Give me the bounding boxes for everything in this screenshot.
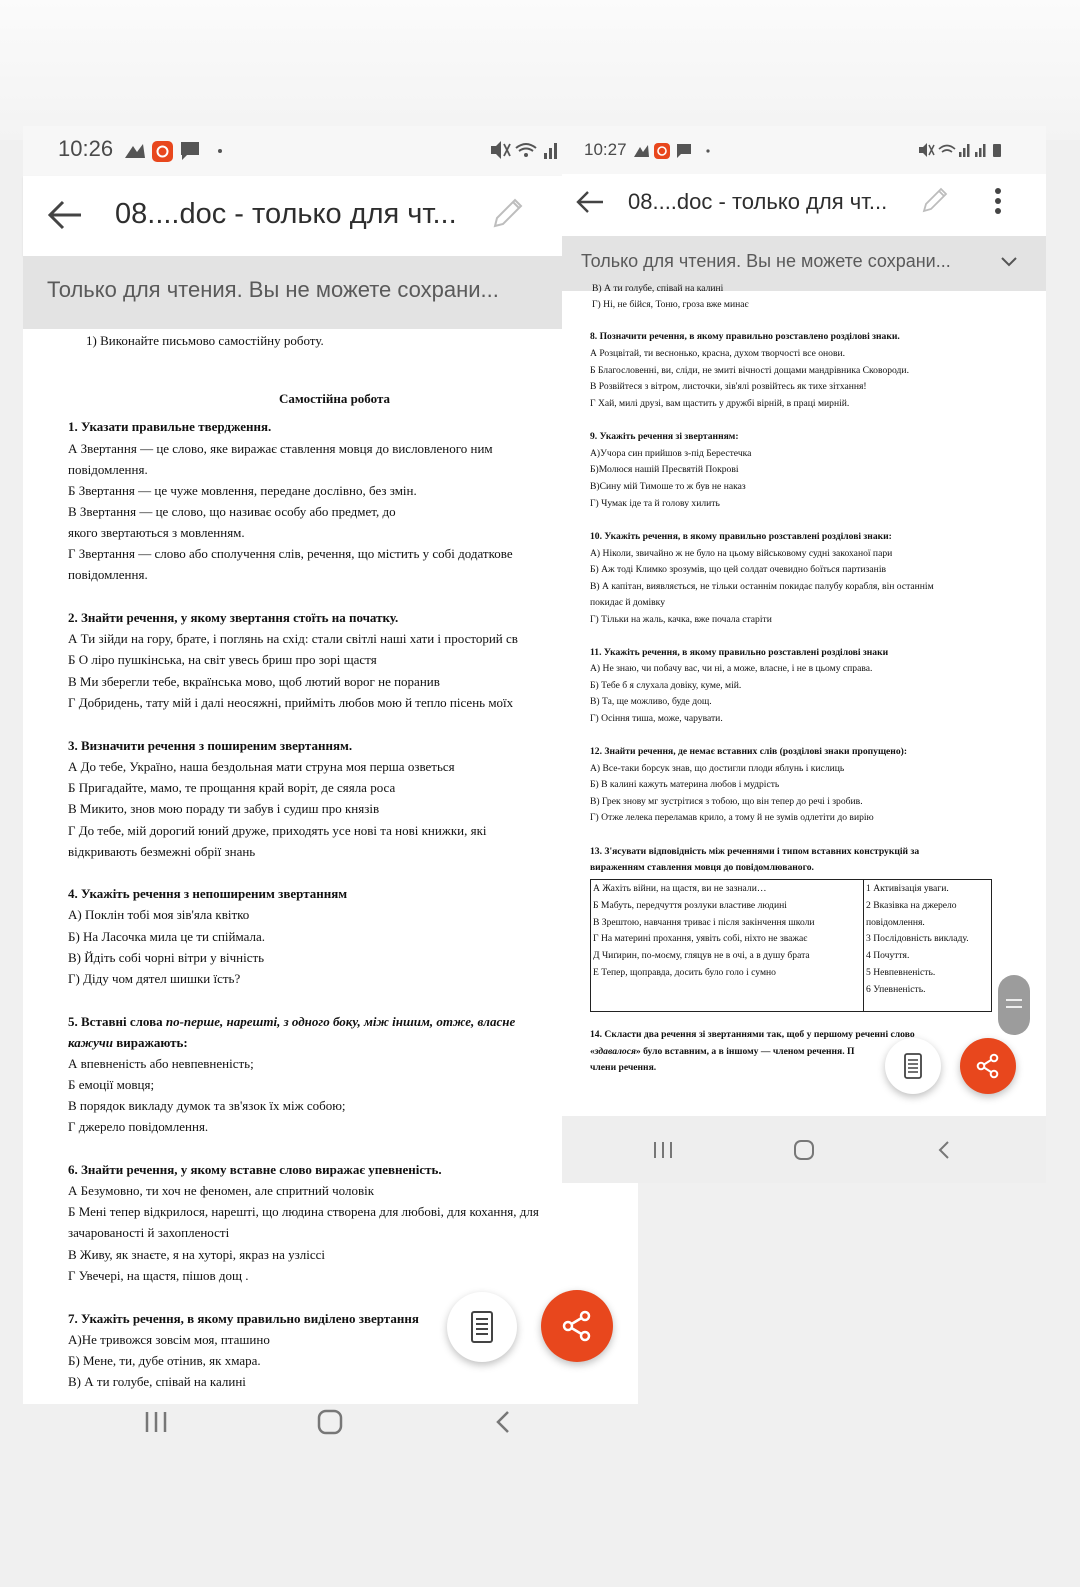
scroll-handle-grip xyxy=(1006,999,1022,1001)
edit-pencil-icon[interactable] xyxy=(919,186,949,216)
question-6-option: Б Мені тепер відкрилося, нарешті, що людина створена для любові, для кохання, для xyxy=(68,1204,539,1219)
question-2-option: А Ти зійди на гору, брате, і поглянь на схід: стали світлі наші хати і просторий св xyxy=(68,631,518,646)
question-11-option: Г) Осіння тиша, може, чарувати. xyxy=(590,713,723,724)
question-5-option: В порядок викладу думок та зв'язок їх між собою; xyxy=(68,1098,346,1113)
question-13-title-cont: вираженням ставлення мовця до повідомлюваного. xyxy=(590,862,814,873)
doc-line: Г) Ні, не бійся, Тоню, гроза вже минає xyxy=(592,299,749,310)
question-3-option: А До тебе, Україно, наша бездольная мати струна моя перша озветься xyxy=(68,759,455,774)
question-10-option: А) Ніколи, звичайно ж не було на цьому військовому судні закоханої пари xyxy=(590,548,893,559)
right-share-button[interactable] xyxy=(960,1038,1016,1094)
question-7-option: В) А ти голубе, співай на калині xyxy=(68,1374,246,1389)
question-9-option: В)Сину мій Тимоше то ж був не наказ xyxy=(590,481,746,492)
nav-recent-icon[interactable] xyxy=(651,1138,675,1162)
question-4-option: В) Йдіть собі чорні вітри у вічність xyxy=(68,950,265,965)
left-document-page xyxy=(23,329,638,1404)
question-5-title-italic2: кажучи xyxy=(68,1035,113,1050)
question-6-option: Г Увечері, на щастя, пішов дощ . xyxy=(68,1268,249,1283)
question-3-option: відкривають безмежні обрії знань xyxy=(68,844,256,859)
question-14-title: 14. Скласти два речення зі звертаннями так, щоб у першому реченні слово xyxy=(590,1029,915,1040)
left-navigation-bar xyxy=(70,1400,590,1444)
question-8-option: А Розцвітай, ти веснонько, красна, духом творчості все онови. xyxy=(590,348,846,359)
back-arrow-icon[interactable] xyxy=(574,188,606,216)
question-9-title: 9. Укажіть речення зі звертанням: xyxy=(590,431,739,442)
more-vert-icon[interactable] xyxy=(992,186,1004,216)
question-4-option: А) Поклін тобі моя зів'яла квітко xyxy=(68,907,250,922)
right-document-title: 08....doc - только для чт... xyxy=(628,189,888,214)
question-12-option: Г) Отже лелека переламав крило, а тому й не зумів одлетіти до вирію xyxy=(590,812,874,823)
question-11-option: А) Не знаю, чи побачу вас, чи ні, а може, власне, і не в цьому справа. xyxy=(590,663,873,674)
nav-home-icon[interactable] xyxy=(315,1407,345,1437)
question-3-option: Б Пригадайте, мамо, те прощання край воріт, де сяяла роса xyxy=(68,780,396,795)
question-4-title: 4. Укажіть речення з непоширеним звертанням xyxy=(68,886,348,901)
question-7-title: 7. Укажіть речення, в якому правильно виділено звертання xyxy=(68,1311,419,1326)
nav-home-icon[interactable] xyxy=(792,1138,816,1162)
question-8-option: Г Хай, милі друзі, вам щастить у дружбі вірній, в праці мирній. xyxy=(590,398,850,409)
question-1-option: Б Звертання — це чуже мовлення, передане дослівно, без змін. xyxy=(68,483,417,498)
question-10-option: Б) Аж тоді Климко зрозумів, що цей солдат очевидно боїться партизанів xyxy=(590,564,887,575)
right-banner-text: Только для чтения. Вы не можете сохрани... xyxy=(581,251,951,271)
edit-pencil-icon[interactable] xyxy=(489,196,525,232)
screen-top-background xyxy=(0,0,1080,140)
matching-sentence: Г На материні прохання, уявіть собі, ніхто не зважає xyxy=(593,933,808,945)
question-12-option: А) Все-таки борсук знав, що достигли плоди яблунь і кислиць xyxy=(590,763,845,774)
question-1-option: Г Звертання — слово або сполучення слів, речення, що містить у собі додаткове xyxy=(68,546,513,561)
matching-type: 5 Невпевненість. xyxy=(866,966,936,978)
matching-sentence: Е Тепер, щоправда, досить було голо і сумно xyxy=(593,966,776,978)
left-status-app-icons xyxy=(123,138,233,164)
question-2-title: 2. Знайти речення, у якому звертання стоїть на початку. xyxy=(68,610,399,625)
right-screenshot xyxy=(562,126,1046,1183)
question-6-option: В Живу, як знаєте, я на хуторі, якраз на узліссі xyxy=(68,1247,326,1262)
nav-back-icon[interactable] xyxy=(933,1138,957,1162)
question-4-option: Г) Діду чом дятел шишки їсть? xyxy=(68,971,241,986)
matching-sentence: А Жахіть війни, на щастя, ви не зазнали… xyxy=(593,883,767,894)
left-read-only-banner[interactable] xyxy=(23,256,638,329)
doc-cut-line: В) А ти голубе, співай на калині xyxy=(592,283,724,294)
q14-italic-word: здавалося xyxy=(594,1046,636,1057)
question-6-option: зачарованості й захопленості xyxy=(68,1225,230,1240)
question-10-option: Г) Тільки на жаль, качка, вже почала старіти xyxy=(590,614,772,625)
matching-sentence: Д Чиґирин, по-моєму, гляцув не в очі, а в душу брата xyxy=(593,950,810,962)
question-12-option: Б) В калині кажуть материна любов і мудрість xyxy=(590,779,780,790)
share-icon xyxy=(560,1309,594,1343)
question-13-title: 13. З'ясувати відповідність між реченнями і типом вставних конструкцій за xyxy=(590,846,920,857)
q14-text: » було вставним, а в іншому — членом речення. П xyxy=(635,1046,855,1057)
question-1-option: повідомлення. xyxy=(68,462,148,477)
question-9-option: Г) Чумак іде та й голову хилить xyxy=(590,498,720,509)
question-5-option: Б емоції мовця; xyxy=(68,1077,155,1092)
question-5-title-part: 5. Вставні слова xyxy=(68,1014,166,1029)
question-10-option: покидає й домівку xyxy=(590,597,665,608)
matching-type: 4 Почуття. xyxy=(866,950,910,962)
question-1-option: А Звертання — це слово, яке виражає ставлення мовця до висловленого ним xyxy=(68,441,493,456)
left-screenshot xyxy=(23,126,638,1404)
question-5-title-italic: по-перше, нарешті, з одного боку, між іншим, отже, власне xyxy=(165,1014,516,1029)
question-2-option: Б О ліро пушкінська, на світ увесь бриш про зорі щастя xyxy=(68,652,377,667)
question-9-option: А)Учора син прийшов з-під Берестечка xyxy=(590,448,752,459)
right-status-app-icons xyxy=(632,141,717,161)
question-2-option: В Ми зберегли тебе, вкраїнська мово, щоб лютий ворог не поранив xyxy=(68,674,440,689)
matching-type: 1 Активізація уваги. xyxy=(866,883,949,894)
question-11-option: В) Та, ще можливо, буде дощ. xyxy=(590,696,712,707)
question-13-matching-table xyxy=(590,879,992,1012)
question-8-title: 8. Позначити речення, в якому правильно розставлено розділові знаки. xyxy=(590,331,900,342)
right-document-page xyxy=(562,283,1046,1116)
question-11-title: 11. Укажіть речення, в якому правильно розставлені розділові знаки xyxy=(590,647,889,658)
left-share-button[interactable] xyxy=(541,1290,613,1362)
question-9-option: Б)Молюся нашій Пресвятій Покрові xyxy=(590,464,739,475)
back-arrow-icon[interactable] xyxy=(45,198,85,232)
left-banner-text: Только для чтения. Вы не можете сохрани... xyxy=(47,277,499,302)
question-10-option: В) А капітан, виявляється, не тільки останнім покидає палубу корабля, він останнім xyxy=(590,581,934,592)
right-navigation-bar xyxy=(562,1116,1046,1183)
matching-type: 6 Упевненість. xyxy=(866,983,926,995)
question-1-option: якого звертаються з мовленням. xyxy=(68,525,245,540)
question-1-option: В Звертання — це слово, що називає особу або предмет, до xyxy=(68,504,396,519)
nav-back-icon[interactable] xyxy=(490,1408,518,1436)
right-reader-mode-button[interactable] xyxy=(885,1038,941,1094)
matching-right-column xyxy=(864,880,992,1012)
question-10-title: 10. Укажіть речення, в якому правильно розставлені розділові знаки: xyxy=(590,531,892,542)
share-icon xyxy=(974,1052,1002,1080)
question-8-option: В Розвійтеся з вітром, листочки, зів'ялі розвійтесь як тихе зітхання! xyxy=(590,381,867,392)
matching-type: повідомлення. xyxy=(866,916,925,928)
matching-left-column xyxy=(591,880,864,1012)
question-7-option: Б) Мене, ти, дубе отінив, як хмара. xyxy=(68,1353,261,1368)
doc-title: Самостійна робота xyxy=(279,391,391,406)
question-3-option: Г До тебе, мій дорогий юний друже, приходять усе нові та нові книжки, які xyxy=(68,823,487,838)
question-3-title: 3. Визначити речення з поширеним звертанням. xyxy=(68,738,353,753)
left-document-title: 08....doc - только для чт... xyxy=(115,198,457,230)
doc-intro: 1) Виконайте письмово самостійну роботу. xyxy=(86,333,324,348)
question-5-option: А впевненість або невпевненість; xyxy=(68,1056,254,1071)
scroll-handle[interactable] xyxy=(998,975,1030,1035)
question-6-option: А Безумовно, ти хоч не феномен, але спритний чоловік xyxy=(68,1183,375,1198)
question-11-option: Б) Тебе б я слухала довіку, куме, мій. xyxy=(590,680,742,691)
question-5-option: Г джерело повідомлення. xyxy=(68,1119,209,1134)
reader-mode-icon xyxy=(903,1052,923,1080)
question-2-option: Г Добридень, тату мій і далі неосяжні, прийміть любов мою й тепло пісень моїх xyxy=(68,695,514,710)
nav-recent-icon[interactable] xyxy=(142,1408,170,1436)
question-1-title: 1. Указати правильне твердження. xyxy=(68,419,272,434)
reader-mode-icon xyxy=(469,1310,495,1344)
question-6-title: 6. Знайти речення, у якому вставне слово виражає упевненість. xyxy=(68,1162,442,1177)
question-12-title: 12. Знайти речення, де немає вставних слів (розділові знаки пропущено): xyxy=(590,746,908,757)
matching-sentence: В Зрештою, навчання триває і після закінчення школи xyxy=(593,916,815,928)
question-14-title-end: члени речення. xyxy=(590,1062,657,1073)
left-reader-mode-button[interactable] xyxy=(447,1292,517,1362)
chevron-down-icon[interactable] xyxy=(1000,256,1018,268)
q14-quote-open: « xyxy=(590,1046,595,1057)
matching-type: 2 Вказівка на джерело xyxy=(866,899,957,911)
question-1-option: повідомлення. xyxy=(68,567,148,582)
question-4-option: Б) На Ласочка мила це ти спіймала. xyxy=(68,929,266,944)
question-5-title xyxy=(68,1014,515,1030)
question-7-option: А)Не тривожся зовсім моя, пташино xyxy=(68,1332,270,1347)
question-12-option: В) Грек знову мг зустрітися з тобою, що він тепер до речі і зробив. xyxy=(590,796,863,807)
matching-sentence: Б Мабуть, передчуття розлуки властиве людині xyxy=(593,899,787,911)
right-status-time: 10:27 xyxy=(584,140,627,159)
right-status-system-icons xyxy=(917,141,1012,161)
question-5-title-cont xyxy=(68,1035,188,1051)
question-5-title-end: виражають: xyxy=(112,1035,188,1050)
question-8-option: Б Благословенні, ви, сліди, не змиті вічності дощами мандрівника Сковороди. xyxy=(590,365,909,376)
left-status-system-icons xyxy=(488,138,558,164)
question-3-option: В Микито, знов мою пораду ти забув і судиш про князів xyxy=(68,801,380,816)
matching-type: 3 Послідовність викладу. xyxy=(866,933,969,945)
left-status-time: 10:26 xyxy=(58,136,114,161)
question-14-title-cont xyxy=(590,1046,920,1057)
